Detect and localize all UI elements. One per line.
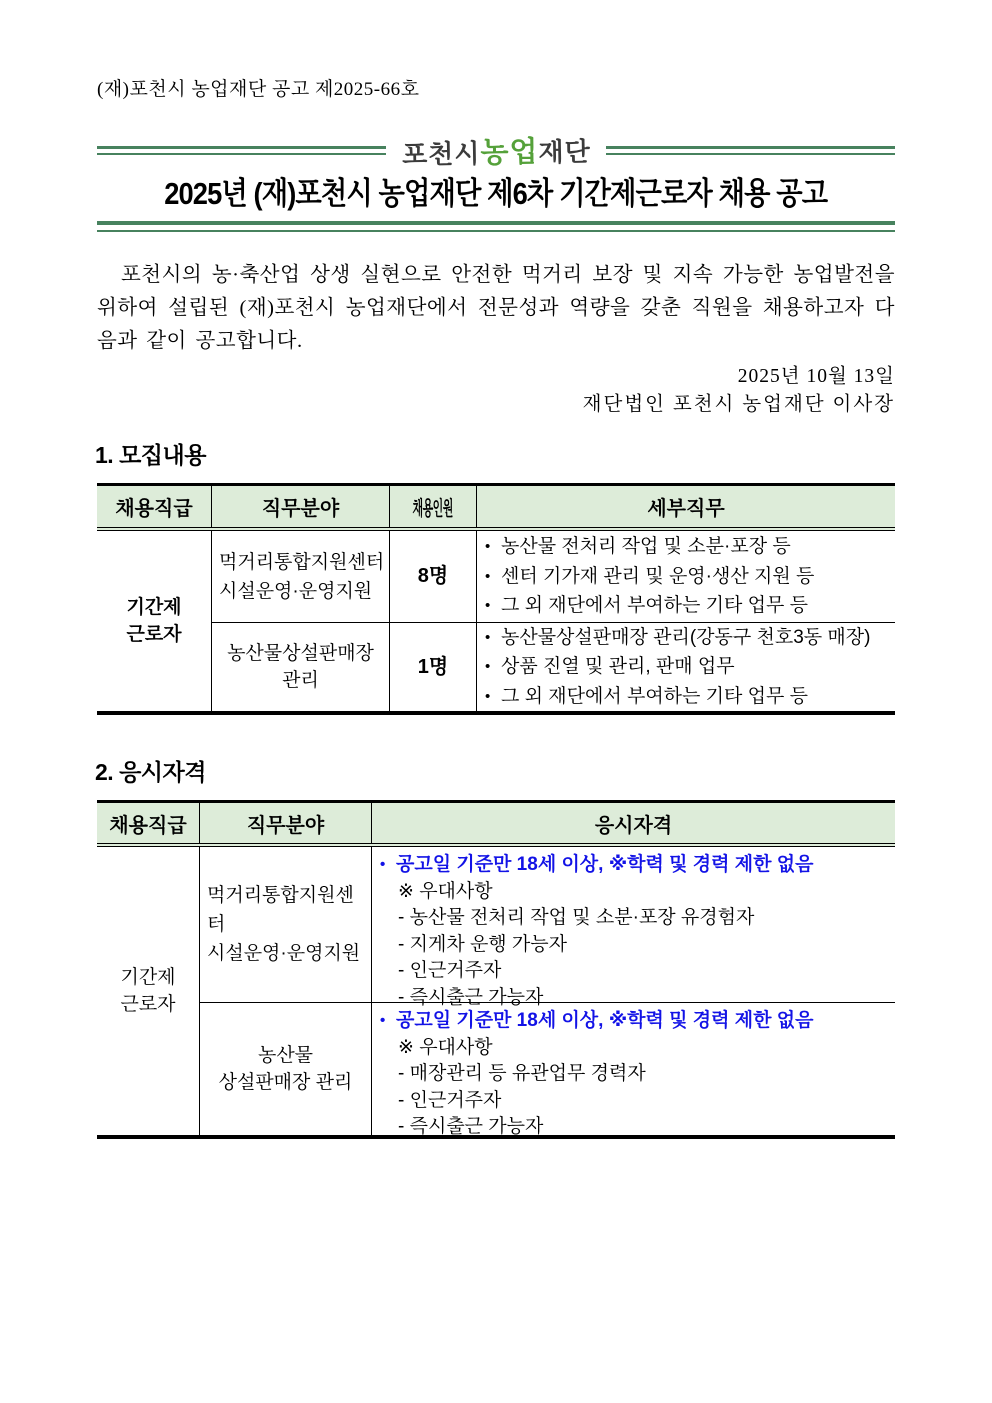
- headcount-cell: 1명: [390, 623, 477, 711]
- section2-heading: 2. 응시자격: [95, 759, 206, 785]
- logo-text-agriculture: 농업: [479, 133, 539, 169]
- decorative-rule-right: [606, 146, 895, 155]
- duty-item: • 센터 기가재 관리 및 운영·생산 지원 등: [485, 562, 893, 592]
- job-field-cell: 먹거리통합지원센터 시설운영·운영지원: [200, 847, 372, 1002]
- bullet-icon: •: [485, 567, 491, 585]
- announcement-date: 2025년 10월 13일: [737, 366, 895, 387]
- job-grade-cell: [97, 847, 200, 1135]
- preferred-item: - 매장관리 등 유관업무 경력자: [398, 1063, 646, 1084]
- duty-item: • 농산물 전처리 작업 및 소분·포장 등: [485, 532, 893, 562]
- table-row: [212, 623, 895, 711]
- job-grade-cell: [97, 531, 212, 711]
- col-header-qualification: 응시자격: [594, 814, 673, 837]
- preferred-item: - 즉시출근 가능자: [398, 986, 544, 1008]
- qualification-main: • 공고일 기준만 18세 이상, ※학력 및 경력 제한 없음: [380, 1008, 893, 1035]
- preferred-item: - 인근거주자: [398, 1089, 502, 1111]
- preferred-item: - 지게차 운행 가능자: [398, 933, 567, 955]
- qualification-table-header: [97, 803, 895, 847]
- duty-item: • 농산물상설판매장 관리(강동구 천호3동 매장): [485, 623, 893, 653]
- preferred-item: - 인근거주자: [398, 960, 502, 981]
- qualification-table: [97, 800, 895, 1139]
- bullet-icon: •: [485, 538, 491, 556]
- recruitment-table-body: [97, 531, 895, 711]
- qualification-main: • 공고일 기준만 18세 이상, ※학력 및 경력 제한 없음: [380, 852, 893, 879]
- duties-cell: [477, 531, 895, 622]
- doc-number: (재)포천시 농업재단 공고 제2025-66호: [97, 79, 420, 100]
- qualification-table-body: [97, 847, 895, 1135]
- preferred-note: ※ 우대사항: [398, 880, 493, 902]
- logo-text-city: 포천시: [401, 138, 481, 171]
- page-title: 2025년 (재)포천시 농업재단 제6차 기간제근로자 채용 공고: [164, 176, 828, 211]
- col-header-job-field: 직무분야: [212, 486, 390, 527]
- logo-text-foundation: 재단: [537, 136, 591, 168]
- preferred-item: - 즉시출근 가능자: [398, 1116, 544, 1137]
- duty-item: • 그 외 재단에서 부여하는 기타 업무 등: [485, 682, 893, 712]
- table-row: [200, 847, 895, 1008]
- bullet-icon: •: [380, 1012, 386, 1029]
- bullet-icon: •: [485, 687, 491, 705]
- section1-heading: 1. 모집내용: [95, 442, 206, 468]
- title-underline: [97, 221, 895, 232]
- preferred-note: ※ 우대사항: [398, 1036, 493, 1058]
- col-header-job-grade: 채용직급: [97, 803, 200, 843]
- logo-row: [97, 128, 895, 172]
- job-grade-line: 근로자: [120, 994, 176, 1015]
- intro-paragraph: 포천시의 농·축산업 상생 실현으로 안전한 먹거리 보장 및 지속 가능한 농업발전을 위하여 설립된 (재)포천시 농업재단에서 전문성과 역량을 갖춘 직원을 채용하고자 다음과 같이 공고합니다.: [97, 264, 895, 352]
- bullet-icon: •: [380, 856, 386, 873]
- job-grade-line: 기간제: [126, 597, 182, 618]
- duties-cell: [477, 623, 895, 711]
- recruitment-table-header: [97, 486, 895, 531]
- preferred-item: - 농산물 전처리 작업 및 소분·포장 유경험자: [398, 907, 755, 928]
- job-grade-line: 근로자: [126, 624, 182, 645]
- col-header-duties: 세부직무: [647, 498, 725, 520]
- title-wrap: [97, 168, 895, 213]
- col-header-job-field: 직무분야: [200, 803, 372, 843]
- job-field-cell: 농산물상설판매장 관리: [212, 623, 390, 711]
- duty-item: • 상품 진열 및 관리, 판매 업무: [485, 652, 893, 682]
- col-header-headcount: 채용인원: [390, 486, 477, 527]
- bullet-icon: •: [485, 658, 491, 676]
- foundation-logo: [385, 128, 606, 173]
- bullet-icon: •: [485, 597, 491, 615]
- recruitment-table: [97, 483, 895, 715]
- job-field-cell: 먹거리통합지원센터 시설운영·운영지원: [212, 531, 390, 622]
- job-field-cell: 농산물 상설판매장 관리: [200, 1003, 372, 1135]
- col-header-job-grade: 채용직급: [97, 486, 212, 527]
- decorative-rule-left: [97, 146, 386, 155]
- signer: 재단법인 포천시 농업재단 이사장: [582, 394, 895, 415]
- qualification-cell: [372, 847, 895, 1008]
- table-row: [212, 531, 895, 623]
- bullet-icon: •: [485, 628, 491, 646]
- table-row: [200, 1003, 895, 1135]
- headcount-cell: 8명: [390, 531, 477, 622]
- qualification-cell: [372, 1003, 895, 1135]
- duty-item: • 그 외 재단에서 부여하는 기타 업무 등: [485, 591, 893, 621]
- job-grade-line: 기간제: [120, 967, 176, 988]
